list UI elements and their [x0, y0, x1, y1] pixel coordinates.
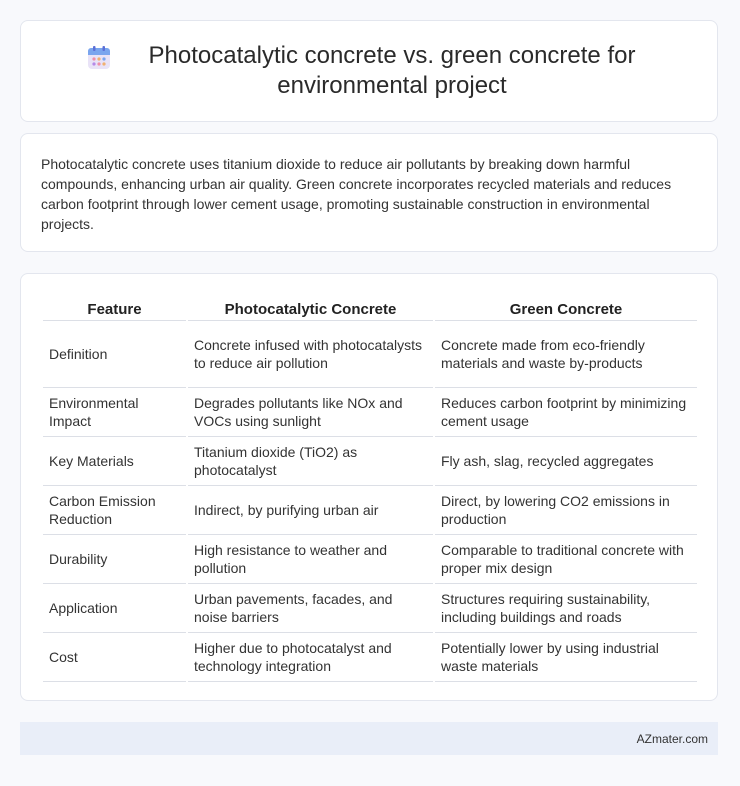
feature-cell: Key Materials	[43, 437, 186, 486]
footer	[20, 722, 718, 755]
title-card	[20, 20, 718, 122]
green-cell: Concrete made from eco-friendly materials and waste by-products	[435, 321, 697, 388]
page-title: Photocatalytic concrete vs. green concrete for environmental project	[148, 42, 636, 99]
feature-cell: Environmental Impact	[43, 388, 186, 437]
photocatalytic-cell: Indirect, by purifying urban air	[188, 486, 433, 535]
feature-cell: Durability	[43, 535, 186, 584]
photocatalytic-cell: Higher due to photocatalyst and technology integration	[188, 633, 433, 682]
feature-cell: Application	[43, 584, 186, 633]
table-row	[43, 437, 697, 486]
green-cell: Comparable to traditional concrete with proper mix design	[435, 535, 697, 584]
green-cell: Direct, by lowering CO2 emissions in production	[435, 486, 697, 535]
intro-paragraph: Photocatalytic concrete uses titanium dioxide to reduce air pollutants by breaking down harmful compounds, enhancing urban air quality. Green concrete incorporates recycled materials and reduces carbon footprint through lower cement usage, promoting sustainable construction in environmental projects.	[41, 156, 672, 232]
table-row	[43, 321, 697, 388]
green-cell: Potentially lower by using industrial waste materials	[435, 633, 697, 682]
feature-cell: Carbon Emission Reduction	[43, 486, 186, 535]
table-row	[43, 535, 697, 584]
photocatalytic-cell: Urban pavements, facades, and noise barriers	[188, 584, 433, 633]
photocatalytic-cell: Titanium dioxide (TiO2) as photocatalyst	[188, 437, 433, 486]
title-wrap	[86, 41, 652, 101]
intro-card	[20, 133, 718, 252]
table-row	[43, 633, 697, 682]
footer-brand[interactable]: AZmater.com	[636, 731, 708, 746]
calendar-icon	[86, 45, 112, 71]
comparison-table	[41, 294, 699, 682]
column-header: Green Concrete	[435, 294, 697, 321]
table-header-row	[43, 294, 697, 321]
photocatalytic-cell: High resistance to weather and pollution	[188, 535, 433, 584]
green-cell: Fly ash, slag, recycled aggregates	[435, 437, 697, 486]
column-header: Feature	[43, 294, 186, 321]
comparison-card	[20, 273, 718, 701]
table-row	[43, 584, 697, 633]
table-row	[43, 388, 697, 437]
feature-cell: Cost	[43, 633, 186, 682]
feature-cell: Definition	[43, 321, 186, 388]
photocatalytic-cell: Concrete infused with photocatalysts to reduce air pollution	[188, 321, 433, 388]
table-row	[43, 486, 697, 535]
green-cell: Reduces carbon footprint by minimizing cement usage	[435, 388, 697, 437]
photocatalytic-cell: Degrades pollutants like NOx and VOCs using sunlight	[188, 388, 433, 437]
green-cell: Structures requiring sustainability, including buildings and roads	[435, 584, 697, 633]
column-header: Photocatalytic Concrete	[188, 294, 433, 321]
